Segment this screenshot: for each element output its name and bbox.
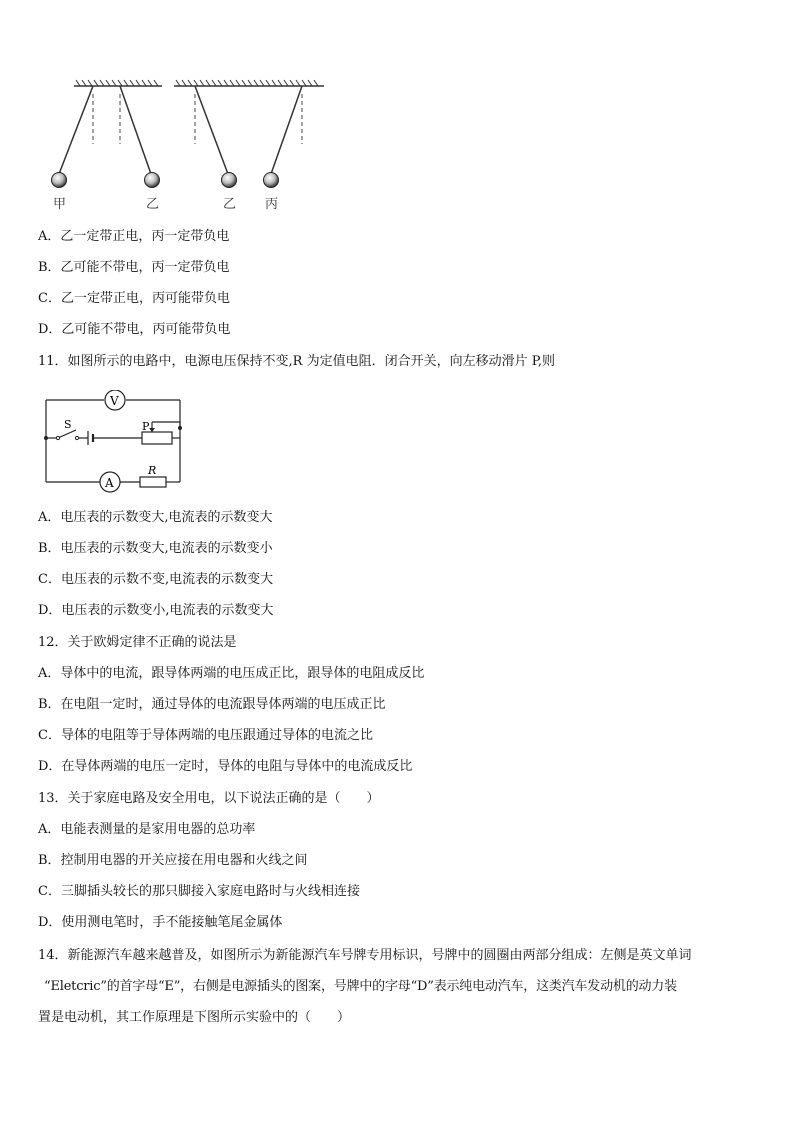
label-bing: 丙 [265,197,279,212]
ceiling-right-hatch [176,80,318,86]
q11-option-a: A．电压表的示数变大,电流表的示数变大 [38,510,273,525]
thread-jia [59,86,93,174]
q12-option-b: B．在电阻一定时，通过导体的电流跟导体两端的电压成正比 [38,697,386,712]
q14-line-3: 置是电动机，其工作原理是下图所示实验中的（ ） [38,1010,351,1025]
voltmeter-label: V [110,394,119,408]
thread-yi-left [120,86,151,174]
ball-yi-right [222,173,237,188]
switch [58,430,76,438]
ceiling-left-hatch [76,80,158,86]
q10-option-b: B．乙可能不带电，丙一定带负电 [38,260,230,275]
label-yi-right: 乙 [223,197,237,212]
thread-yi-right [195,86,228,174]
q10-option-d: D．乙可能不带电，丙可能带负电 [38,322,231,337]
q11-option-c: C．电压表的示数不变,电流表的示数变大 [38,572,274,587]
q14-stem [38,940,760,1033]
q14-line-2: “Eletcric”的首字母“E”，右侧是电源插头的图案，号牌中的字母“D”表示纯电动汽车，这类汽车发动机的动力装 [44,979,677,994]
ball-jia [52,173,67,188]
q13-option-c: C．三脚插头较长的那只脚接入家庭电路时与火线相连接 [38,884,360,899]
label-jia: 甲 [53,197,67,212]
q12-option-d: D．在导体两端的电压一定时，导体的电阻与导体中的电流成反比 [38,759,413,774]
slider-p-label: P [142,420,150,433]
charged-balls-figure [40,78,340,218]
fixed-resistor-label: R [148,464,157,477]
q13-option-d: D．使用测电笔时，手不能接触笔尾金属体 [38,915,283,930]
q11-option-b: B．电压表的示数变大,电流表的示数变小 [38,541,273,556]
ammeter-label: A [105,476,114,490]
circuit-diagram [44,390,186,494]
switch-label: S [64,418,72,431]
q10-option-c: C．乙一定带正电，丙可能带负电 [38,291,230,306]
q14-line-1: 14．新能源汽车越来越普及，如图所示为新能源汽车号牌专用标识，号牌中的圆圈由两部分组成：左侧是英文单词 [38,948,692,963]
rheostat [142,432,172,444]
ball-bing [264,173,279,188]
q11-option-d: D．电压表的示数变小,电流表的示数变大 [38,603,274,618]
label-yi-left: 乙 [146,197,160,212]
q12-stem: 12．关于欧姆定律不正确的说法是 [38,635,237,650]
q12-option-c: C．导体的电阻等于导体两端的电压跟通过导体的电流之比 [38,728,373,743]
q12-option-a: A．导体中的电流，跟导体两端的电压成正比，跟导体的电阻成反比 [38,666,425,681]
thread-bing [271,86,302,174]
q13-option-a: A．电能表测量的是家用电器的总功率 [38,822,256,837]
ball-yi-left [145,173,160,188]
q13-stem: 13．关于家庭电路及安全用电，以下说法正确的是（ ） [38,791,380,806]
q13-option-b: B．控制用电器的开关应接在用电器和火线之间 [38,853,308,868]
q11-stem: 11．如图所示的电路中，电源电压保持不变,R 为定值电阻．闭合开关，向左移动滑片 P,则 [38,354,555,369]
q10-option-a: A．乙一定带正电，丙一定带负电 [38,229,230,244]
fixed-resistor [140,477,166,487]
